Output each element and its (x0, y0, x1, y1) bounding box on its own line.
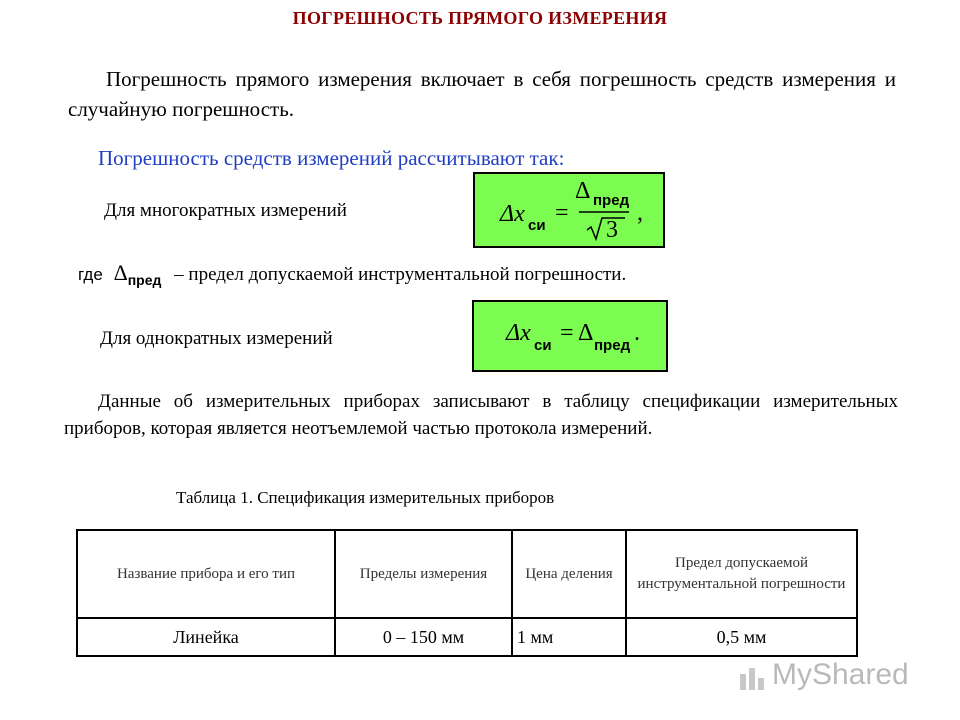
header-device-name: Название прибора и его тип (77, 530, 335, 618)
watermark-text: MyShared (772, 658, 909, 691)
calc-heading: Погрешность средств измерений рассчитывают так: (98, 146, 565, 170)
formula-single-lhs: Δx (506, 320, 531, 346)
formula-single-rhs: Δ (578, 320, 594, 346)
where-delta-sub: пред (127, 271, 162, 288)
single-measurement-label: Для однократных измерений (100, 328, 333, 349)
where-word: где (78, 265, 103, 284)
header-division: Цена деления (512, 530, 626, 618)
where-text: – предел допускаемой инструментальной погрешности. (174, 264, 627, 285)
formula-single-lhs-sub: си (534, 337, 552, 354)
where-delta: Δ (113, 260, 128, 285)
formula-single-rhs-sub: пред (594, 337, 631, 354)
formula-denominator: 3 (606, 217, 618, 243)
formula-single-period: . (634, 320, 640, 346)
formula-single-equals: = (560, 320, 574, 346)
cell-limits: 0 – 150 мм (335, 618, 512, 656)
header-error-limit: Предел допускаемой инструментальной погрешности (626, 530, 857, 618)
formula-comma: , (637, 200, 643, 226)
page-title: ПОГРЕШНОСТЬ ПРЯМОГО ИЗМЕРЕНИЯ (292, 8, 668, 28)
formula-single-box (472, 300, 668, 372)
formula-lhs: Δx (500, 201, 525, 227)
intro-paragraph: Погрешность прямого измерения включает в себя погрешность средств измерения и случайную погрешность. (68, 67, 896, 121)
multi-measurement-label: Для многократных измерений (104, 200, 347, 221)
cell-error-limit: 0,5 мм (626, 618, 857, 656)
formula-numerator-sub: пред (593, 192, 630, 209)
formula-single-svg (474, 302, 666, 370)
formula-multi-box (473, 172, 665, 248)
formula-multi-svg (475, 174, 663, 246)
formula-numerator: Δ (575, 178, 591, 204)
table-header-row (77, 530, 857, 618)
table-caption: Таблица 1. Спецификация измерительных приборов (176, 488, 555, 507)
formula-equals: = (555, 200, 569, 226)
cell-division: 1 мм (512, 618, 626, 656)
where-line (78, 260, 626, 288)
table-row (77, 618, 857, 656)
watermark-logo-icon (738, 664, 768, 692)
spec-table (76, 529, 858, 657)
formula-lhs-sub: си (528, 217, 546, 234)
data-paragraph: Данные об измерительных приборах записывают в таблицу спецификации измерительных приборов, которая является неотъемлемой частью протокола измерений. (64, 391, 898, 439)
cell-device: Линейка (77, 618, 335, 656)
header-limits: Пределы измерения (335, 530, 512, 618)
